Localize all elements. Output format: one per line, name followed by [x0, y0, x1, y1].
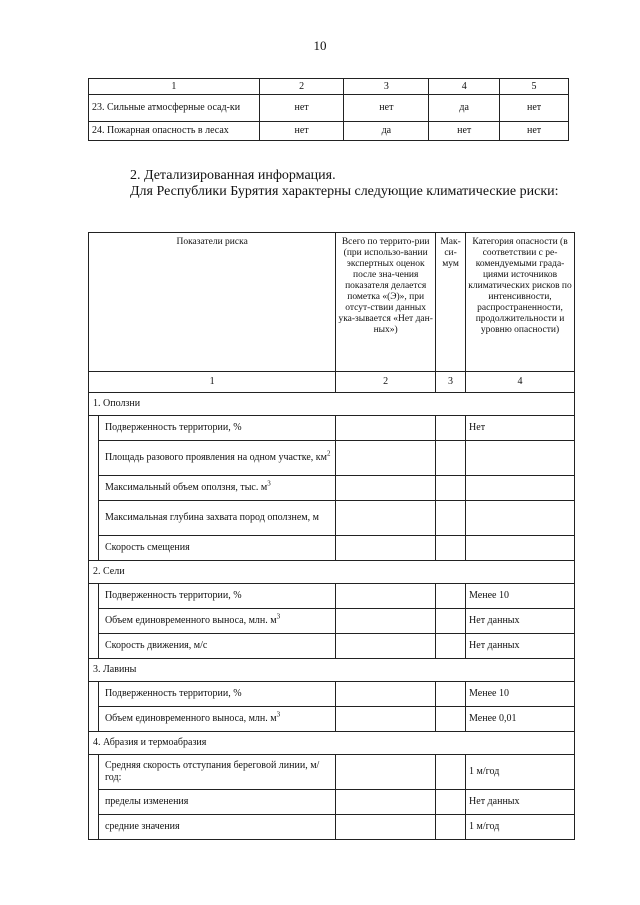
column-numbers-row: [89, 372, 575, 393]
section-heading: 2. Детализированная информация.: [130, 168, 336, 183]
max-cell: [436, 441, 466, 476]
cell-value: да: [429, 95, 500, 122]
table-row: [89, 416, 575, 441]
table-row: [89, 122, 569, 141]
cell-value: нет: [259, 95, 344, 122]
column-number: 2: [336, 372, 436, 393]
indicator-label: Максимальный объем оползня, тыс. $м^3$: [98, 476, 335, 501]
table-row: [89, 536, 575, 561]
total-cell: [336, 682, 436, 707]
total-cell: [336, 416, 436, 441]
max-cell: [436, 634, 466, 659]
total-cell: [336, 634, 436, 659]
table-header-row: [89, 79, 569, 95]
continued-table: [88, 78, 569, 141]
table-row: [89, 682, 575, 707]
cell-value: да: [344, 122, 429, 141]
indicator-label: Максимальная глубина захвата пород оползнем, м: [98, 501, 335, 536]
total-cell: [336, 815, 436, 840]
category-cell: 1 м/год: [466, 815, 575, 840]
section-row: [89, 659, 575, 682]
indicator-label: Объем единовременного выноса, млн. $м^3$: [98, 707, 335, 732]
max-cell: [436, 815, 466, 840]
category-cell: [466, 441, 575, 476]
risk-name: 24. Пожарная опасность в лесах: [89, 122, 260, 141]
column-number: 2: [259, 79, 344, 95]
indicator-label: Площадь разового проявления на одном участке, $км^2$: [98, 441, 335, 476]
column-number: 4: [466, 372, 575, 393]
section-row: [89, 561, 575, 584]
total-cell: [336, 584, 436, 609]
risk-table: [88, 232, 575, 840]
risk-name: 23. Сильные атмосферные осад-ки: [89, 95, 260, 122]
max-cell: [436, 707, 466, 732]
category-cell: Менее 10: [466, 682, 575, 707]
total-cell: [336, 501, 436, 536]
column-number: 1: [89, 79, 260, 95]
total-cell: [336, 707, 436, 732]
table-row: [89, 634, 575, 659]
indicator-label: Скорость смещения: [98, 536, 335, 561]
table-row: [89, 790, 575, 815]
column-number: 3: [436, 372, 466, 393]
max-cell: [436, 416, 466, 441]
indicator-label: Скорость движения, м/с: [98, 634, 335, 659]
total-cell: [336, 790, 436, 815]
column-number: 4: [429, 79, 500, 95]
table-row: [89, 501, 575, 536]
category-cell: 1 м/год: [466, 755, 575, 790]
page-number: 10: [313, 38, 327, 53]
max-cell: [436, 790, 466, 815]
header-indicators: Показатели риска: [89, 233, 336, 372]
indicator-label: Подверженность территории, %: [98, 416, 335, 441]
table-row: [89, 584, 575, 609]
section-row: [89, 732, 575, 755]
max-cell: [436, 682, 466, 707]
total-cell: [336, 536, 436, 561]
category-cell: [466, 501, 575, 536]
section-title: 3. Лавины: [89, 659, 575, 682]
category-cell: [466, 536, 575, 561]
indicator-label: Средняя скорость отступания береговой линии, м/год:: [98, 755, 335, 790]
indicator-label: Объем единовременного выноса, млн. $м^3$: [98, 609, 335, 634]
category-cell: Нет данных: [466, 634, 575, 659]
header-maximum: Мак-си-мум: [436, 233, 466, 372]
table-row: [89, 476, 575, 501]
section-row: [89, 393, 575, 416]
max-cell: [436, 609, 466, 634]
total-cell: [336, 441, 436, 476]
total-cell: [336, 609, 436, 634]
max-cell: [436, 584, 466, 609]
indicator-label: пределы изменения: [98, 790, 335, 815]
total-cell: [336, 755, 436, 790]
column-number: 3: [344, 79, 429, 95]
category-cell: Менее 10: [466, 584, 575, 609]
max-cell: [436, 476, 466, 501]
table-row: [89, 755, 575, 790]
max-cell: [436, 501, 466, 536]
column-number: 1: [89, 372, 336, 393]
intro-paragraph: Для Республики Бурятия характерны следующие климатические риски:: [130, 184, 559, 199]
max-cell: [436, 536, 466, 561]
max-cell: [436, 755, 466, 790]
total-cell: [336, 476, 436, 501]
header-total: Всего по террито-рии (при использо-вании экспертных оценок после зна-чения показателя делается пометка «(Э)», при отсут-ствии данных ука-зывается «Нет дан-ных»): [336, 233, 436, 372]
cell-value: нет: [429, 122, 500, 141]
indicator-label: средние значения: [98, 815, 335, 840]
cell-value: нет: [500, 122, 569, 141]
table-row: [89, 609, 575, 634]
category-cell: Нет данных: [466, 609, 575, 634]
risk-table-header: [89, 233, 575, 372]
section-title: 4. Абразия и термоабразия: [89, 732, 575, 755]
indicator-label: Подверженность территории, %: [98, 682, 335, 707]
table-row: [89, 95, 569, 122]
intro-block: [86, 168, 576, 200]
section-title: 2. Сели: [89, 561, 575, 584]
category-cell: Менее 0,01: [466, 707, 575, 732]
category-cell: Нет данных: [466, 790, 575, 815]
table-row: [89, 815, 575, 840]
cell-value: нет: [500, 95, 569, 122]
column-number: 5: [500, 79, 569, 95]
table-row: [89, 707, 575, 732]
header-category: Категория опасности (в соответствии с ре-комендуемыми града-циями источников климатических рисков по интенсивности, распространенности, продолжительности и уровню опасности): [466, 233, 575, 372]
section-title: 1. Оползни: [89, 393, 575, 416]
cell-value: нет: [259, 122, 344, 141]
indicator-label: Подверженность территории, %: [98, 584, 335, 609]
table-row: [89, 441, 575, 476]
category-cell: Нет: [466, 416, 575, 441]
cell-value: нет: [344, 95, 429, 122]
category-cell: [466, 476, 575, 501]
